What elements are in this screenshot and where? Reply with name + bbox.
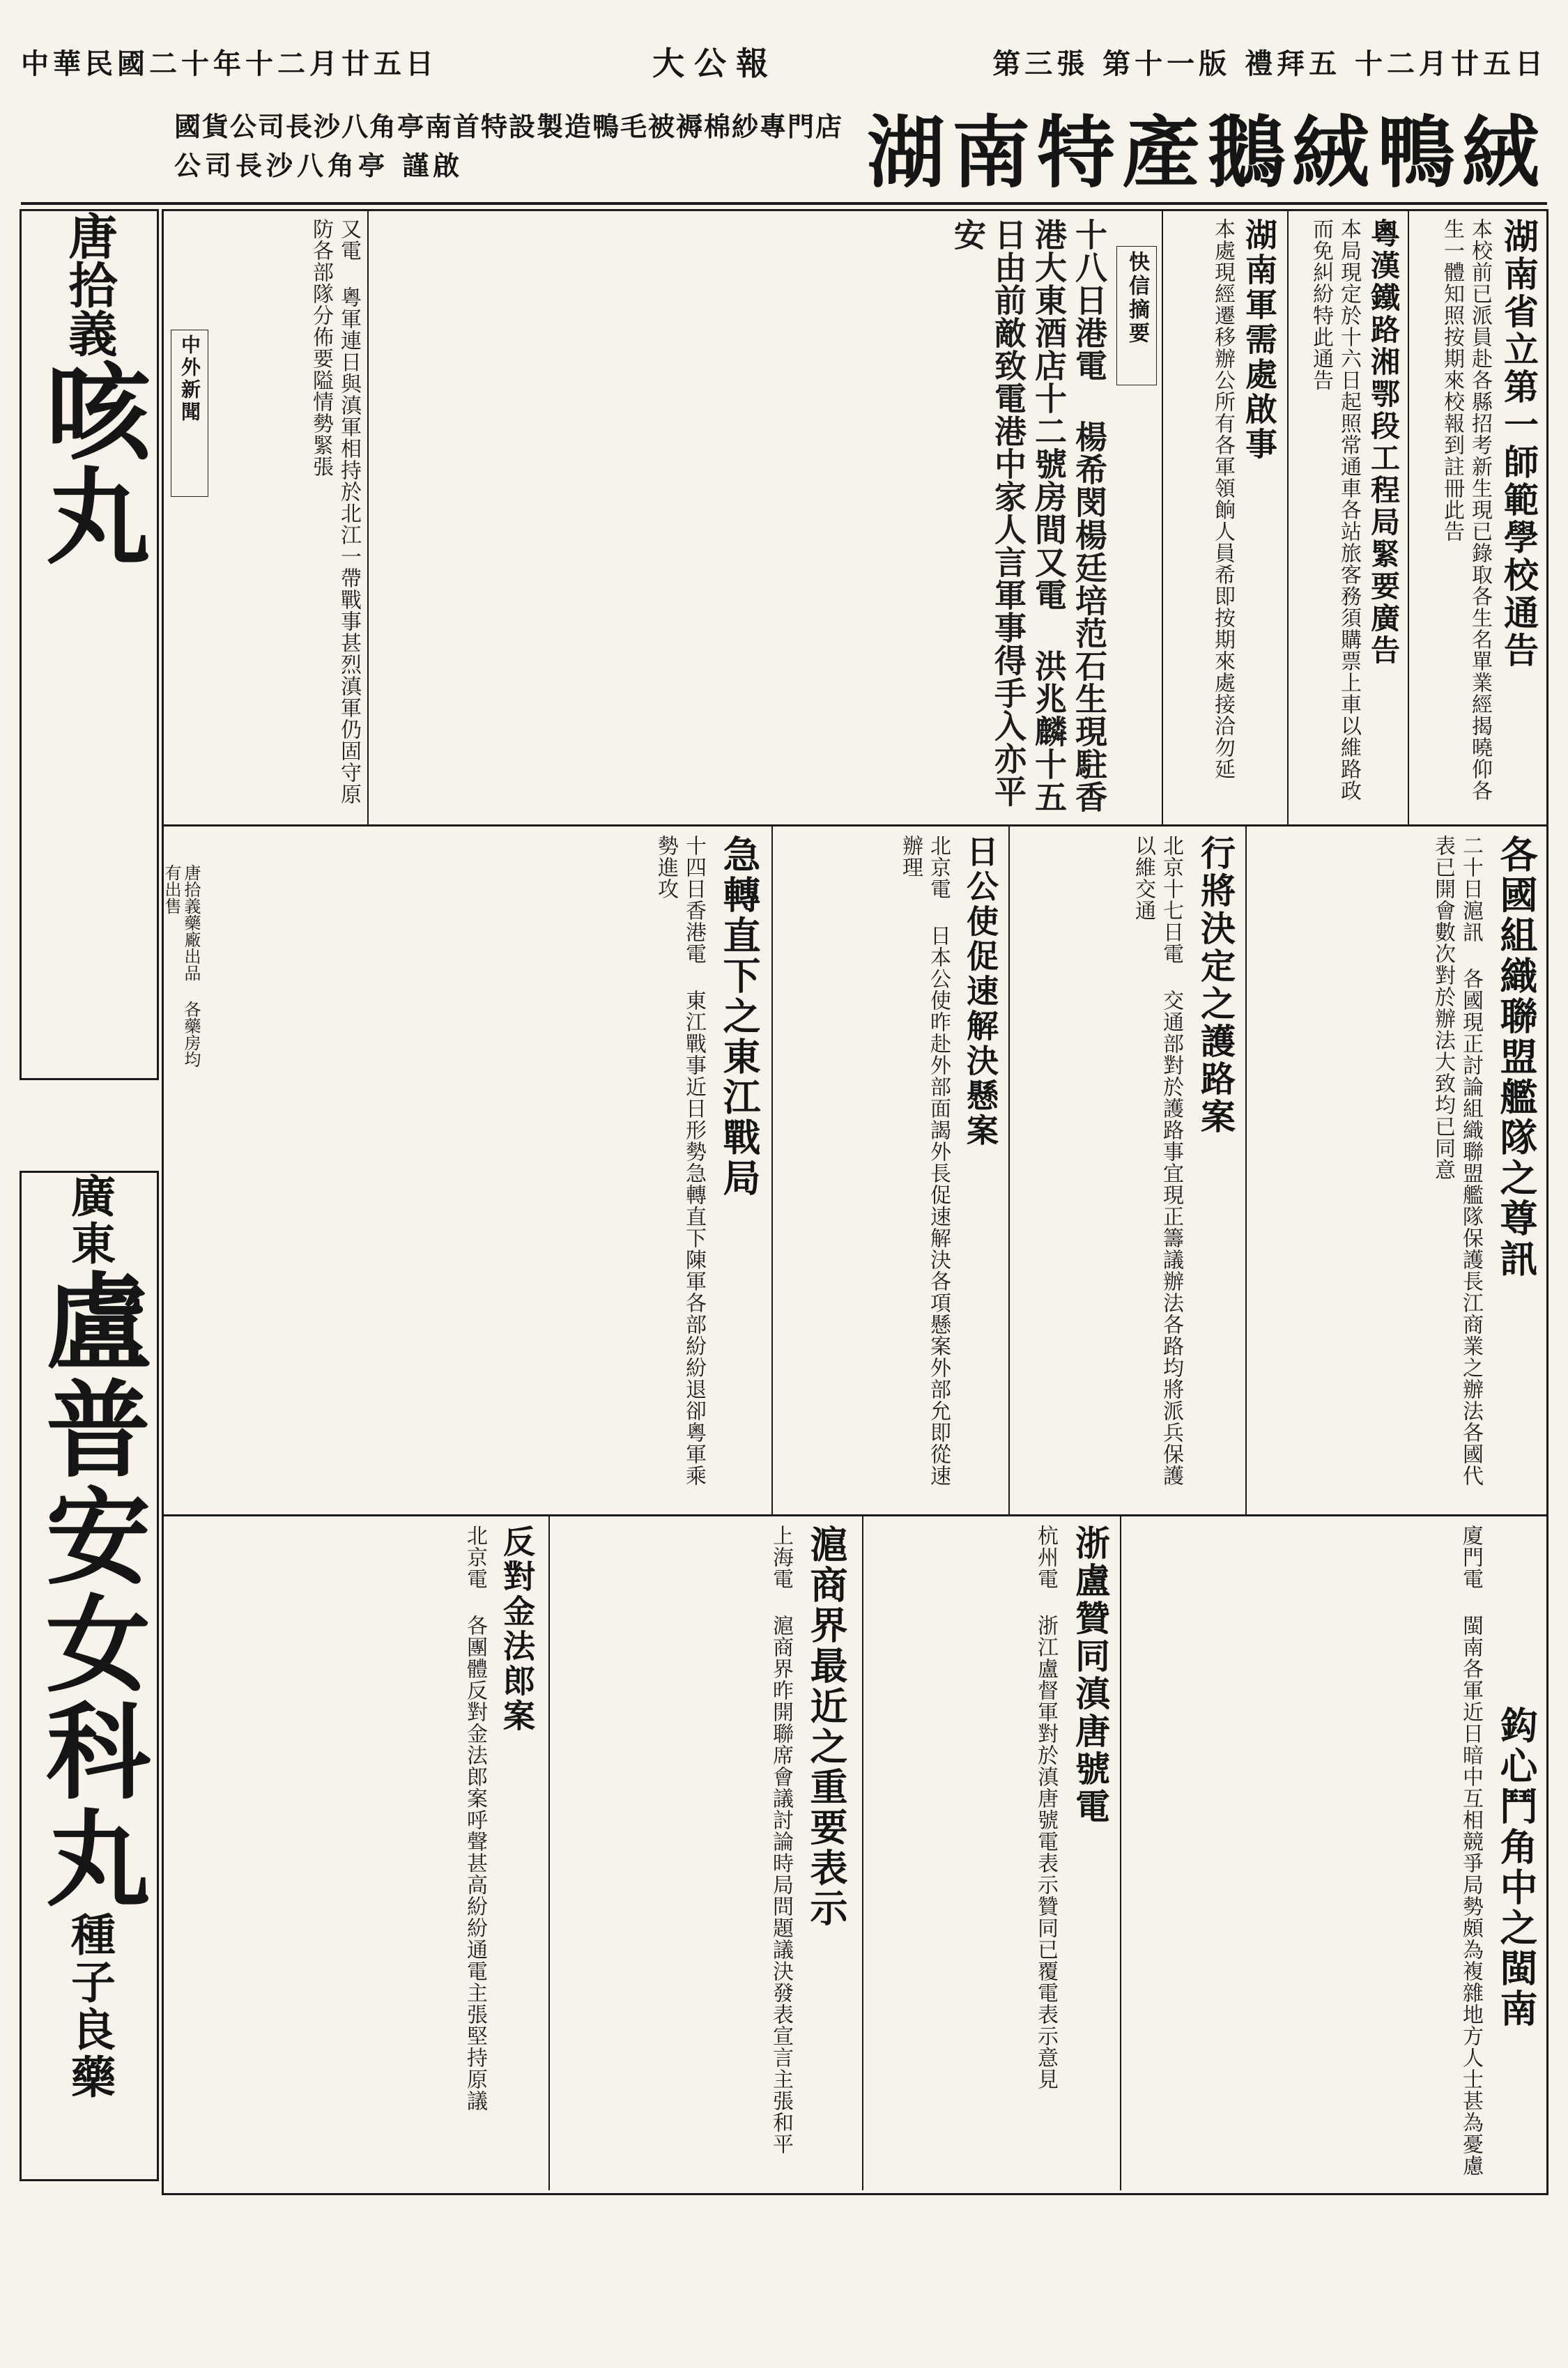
band-rule-1 — [164, 824, 1546, 827]
article-allied-fleet-title: 各國組織聯盟艦隊之尊訊 — [1494, 835, 1539, 1279]
top-ad-line-2: 公司長沙八角亭 謹啟 — [174, 150, 464, 181]
top-ad-headline: 湖南特產鵝絨鴨絨 — [867, 107, 1547, 199]
article-japan-envoy-body: 北京電 日本公使昨赴外部面謁外長促速解決各項懸案外部允即從速辦理 — [898, 835, 951, 1486]
article-minnan-title: 鈎心鬥角中之閩南 — [1494, 1706, 1539, 2029]
col-express-briefs — [373, 218, 1157, 817]
article-road-protection — [1014, 835, 1240, 1504]
article-shanghai-body: 上海電 滬商界昨開聯席會議討論時局問題議決發表宣言主張和平 — [769, 1525, 793, 2155]
ad-tang-brand-top: 唐拾義 — [61, 211, 118, 357]
col-world-news — [171, 218, 362, 817]
article-minnan-body: 廈門電 閩南各軍近日暗中互相競爭局勢頗為複雜地方人士甚為憂慮 — [1459, 1525, 1483, 2176]
article-allied-fleet — [1251, 835, 1544, 1504]
article-gold-franc-body: 北京電 各團體反對金法郎案呼聲甚高紛紛通電主張堅持原議 — [463, 1525, 487, 2112]
masthead — [21, 42, 1547, 81]
col-world-body: 又電 粵軍連日與滇軍相持於北江一帶戰事甚烈滇軍仍固守原防各部隊分佈要隘情勢緊張 — [309, 218, 361, 805]
mid-rule-3 — [771, 824, 773, 1514]
date-line: 中華民國二十年十二月廿五日 — [21, 47, 438, 80]
low-rule-2 — [862, 1514, 863, 2190]
news-frame — [162, 209, 1548, 2195]
issue-line: 第三張 第十一版 禮拜五 十二月廿五日 — [992, 47, 1547, 80]
article-shanghai-title: 滬商界最近之重要表示 — [804, 1525, 849, 1929]
article-zhejiang-lu — [868, 1525, 1115, 2187]
col-rule-3 — [367, 211, 369, 824]
col-railway-body: 本局現定於十六日起照常通車各站旅客務須購票上車以維路政而免糾紛特此通告 — [1309, 218, 1361, 801]
low-rule-3 — [548, 1514, 550, 2190]
mid-rule-2 — [1008, 824, 1010, 1514]
article-gold-franc — [171, 1525, 540, 2187]
edition-title: 大公報 — [652, 45, 778, 82]
top-ad-line-1: 國貨公司長沙八角亭南首特設製造鴨毛被褥棉紗專門店 — [174, 111, 844, 142]
ad-lu-small: 種子良藥 — [63, 1912, 116, 2101]
article-road-protection-body: 北京十七日電 交通部對於護路事宜現正籌議辦法各路均將派兵保護以維交通 — [1131, 835, 1183, 1486]
col-school-notice-body: 本校前已派員赴各縣招考新生現已錄取各生名單業經揭曉仰各生一體知照按期來校報到註冊此告 — [1440, 218, 1492, 801]
article-japan-envoy-title: 日公使促速解決懸案 — [962, 835, 999, 1148]
col-railway-title: 粵漢鐵路湘鄂段工程局緊要廣告 — [1367, 218, 1401, 667]
col-military-title: 湖南軍需處啟事 — [1240, 218, 1278, 462]
col-rule-0 — [1408, 211, 1409, 824]
article-gold-franc-title: 反對金法郎案 — [498, 1525, 536, 1734]
article-shanghai-merchants — [554, 1525, 854, 2187]
top-ad-small-text — [174, 94, 844, 199]
article-zhejiang-lu-title: 浙盧贊同滇唐號電 — [1070, 1525, 1111, 1826]
ad-lu-puan — [20, 1171, 159, 2181]
col-military-body: 本處現經遷移辦公所有各軍領餉人員希即按期來處接洽勿延 — [1210, 218, 1235, 780]
col-military-notice — [1167, 218, 1282, 817]
article-road-protection-title: 行將決定之護路案 — [1195, 835, 1236, 1136]
col-school-notice — [1411, 218, 1544, 817]
col-express-title: 快信摘要 — [1116, 246, 1157, 385]
col-express-body: 十八日港電 楊希閔楊廷培范石生現駐香港大東酒店十二號房間又電 洪兆麟十五日由前敵致電港中家人言軍事得手入亦平安 — [949, 218, 1108, 813]
band-rule-2 — [164, 1514, 1546, 1516]
col-railway-notice — [1293, 218, 1404, 817]
col-school-notice-title: 湖南省立第一師範學校通告 — [1498, 218, 1539, 670]
article-east-river-title: 急轉直下之東江戰局 — [717, 835, 762, 1199]
low-rule-1 — [1120, 1514, 1121, 2190]
article-allied-fleet-body: 二十日滬訊 各國現正討論組織聯盟艦隊保護長江商業之辦法各國代表已開會數次對於辦法大致均已同意 — [1431, 835, 1483, 1486]
article-japan-envoy — [777, 835, 1004, 1504]
article-zhejiang-lu-body: 杭州電 浙江盧督軍對於滇唐號電表示贊同已覆電表示意見 — [1033, 1525, 1058, 2090]
col-rule-2 — [1162, 211, 1163, 824]
article-east-river-body: 十四日香港電 東江戰事近日形勢急轉直下陳軍各部紛紛退卻粵軍乘勢進攻 — [654, 835, 706, 1486]
ad-tang-brand-main: 咳丸 — [28, 357, 151, 567]
masthead-rule — [21, 202, 1547, 205]
ad-lu-brand-main: 盧普安女科丸 — [28, 1268, 151, 1912]
col-world-title: 中外新聞 — [171, 330, 208, 497]
ad-tang-side-text: 唐拾義藥廠出品 各藥房均有出售 — [162, 864, 201, 1068]
ad-lu-prefix: 廣東 — [63, 1173, 116, 1268]
col-rule-1 — [1287, 211, 1289, 824]
ad-lu-brand — [26, 1173, 152, 2101]
mid-rule-1 — [1245, 824, 1247, 1514]
article-minnan — [1125, 1525, 1544, 2187]
ad-tang-brand — [26, 211, 152, 567]
ad-tang-shiyi — [20, 209, 159, 1080]
article-east-river — [171, 835, 767, 1504]
